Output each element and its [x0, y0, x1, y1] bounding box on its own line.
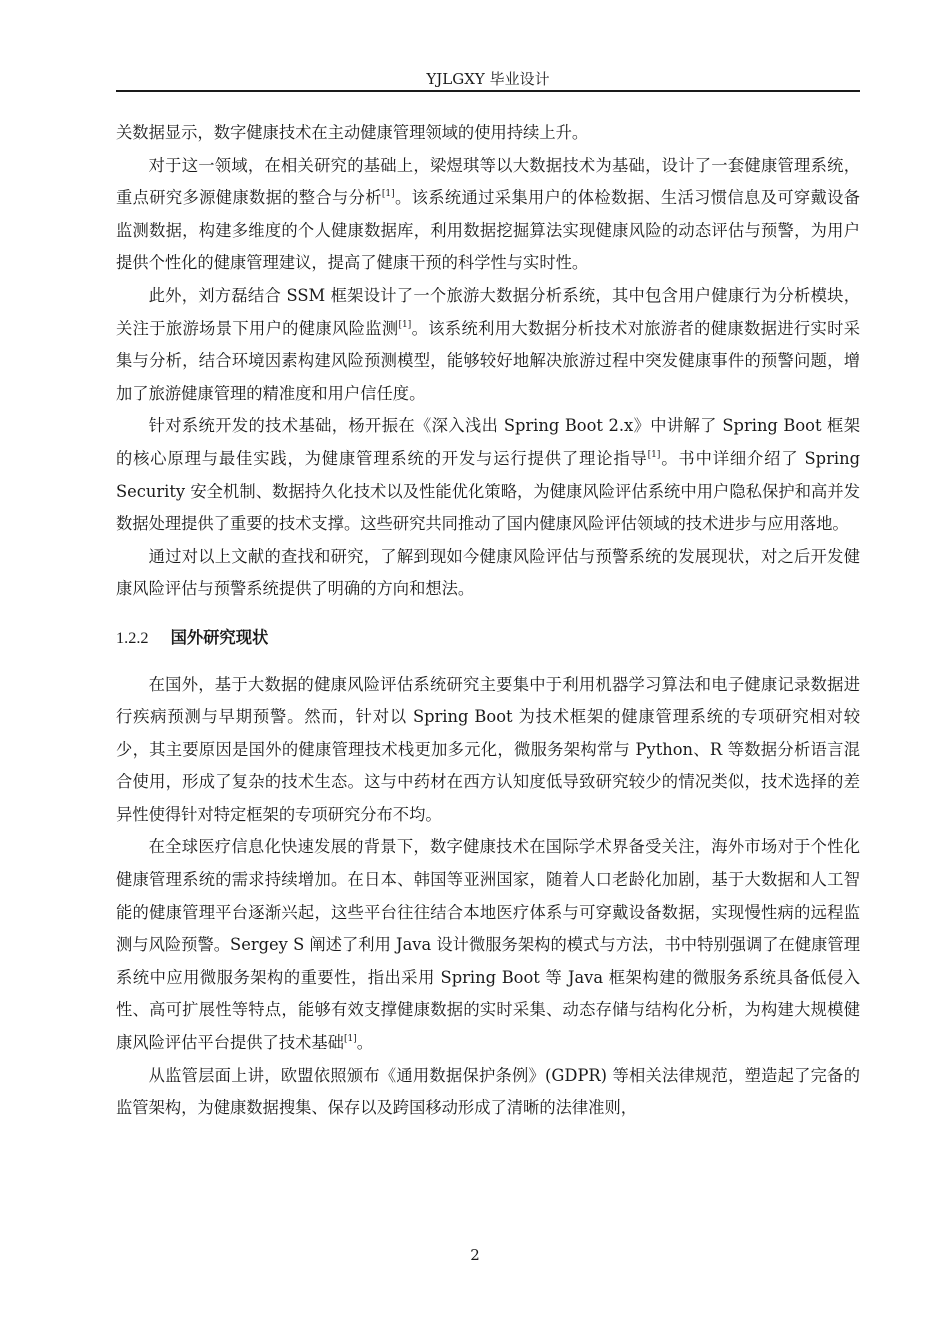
paragraph [116, 1060, 860, 1125]
section-heading [116, 622, 860, 655]
paragraph-text: 通过对以上文献的查找和研究，了解到现如今健康风险评估与预警系统的发展现状，对之后开发健康风险评估与预警系统提供了明确的方向和想法。 [116, 546, 860, 599]
paragraphs-before-section [116, 117, 860, 606]
paragraph [116, 410, 860, 540]
paragraph [116, 280, 860, 410]
citation-ref: [1] [381, 189, 395, 200]
paragraphs-after-section [116, 669, 860, 1125]
citation-ref: [1] [647, 449, 661, 460]
section-title: 国外研究现状 [170, 627, 269, 647]
page-header: YJLGXY 毕业设计 [426, 70, 550, 88]
paragraph-text: 在国外，基于大数据的健康风险评估系统研究主要集中于利用机器学习算法和电子健康记录数据进行疾病预测与早期预警。然而，针对以 Spring Boot 为技术框架的健康管理系统的专项研究相对较少，其主要原因是国外的健康管理技术栈更加多元化，微服务架构常与 Python、R 等数据分析语言混合使用，形成了复杂的技术生态。这与中药材在西方认知度低导致研究较少的情况类似，技术选择的差异性使得针对特定框架的专项研究分布不均。 [116, 674, 860, 824]
citation-ref: [1] [398, 319, 412, 330]
paragraph [116, 831, 860, 1059]
section-number: 1.2.2 [116, 627, 149, 647]
paragraph-text: 关数据显示，数字健康技术在主动健康管理领域的使用持续上升。 [116, 123, 589, 142]
paragraph-text: 对于这一领域，在相关研究的基础上，梁煜琪等以大数据技术为基础，设计了一套健康管理系统，重点研究多源健康数据的整合与分析 [116, 155, 860, 208]
citation-ref: [1] [343, 1034, 357, 1045]
paragraph [116, 541, 860, 606]
header-divider [116, 90, 860, 92]
paragraph-text: 针对系统开发的技术基础，杨开振在《深入浅出 Spring Boot 2.x》中讲解了 Spring Boot 框架的核心原理与最佳实践，为健康管理系统的开发与运行提供了理论指导 [116, 416, 860, 468]
paragraph-text: 。 [356, 1033, 373, 1053]
paragraph [116, 669, 860, 832]
paragraph-text: 。书中详细介绍了 Spring Security 安全机制、数据持久化技术以及性能优化策略，为健康风险评估系统中用户隐私保护和高并发数据处理提供了重要的技术支撑。这些研究共同推动了国内健康风险评估领域的技术进步与应用落地。 [116, 448, 860, 534]
paragraph [116, 117, 860, 150]
document-body [116, 117, 860, 1125]
page-number: 2 [470, 1246, 480, 1264]
paragraph-text: 在全球医疗信息化快速发展的背景下，数字健康技术在国际学术界备受关注，海外市场对于个性化健康管理系统的需求持续增加。在日本、韩国等亚洲国家，随着人口老龄化加剧，基于大数据和人工智能的健康管理平台逐渐兴起，这些平台往往结合本地医疗体系与可穿戴设备数据，实现慢性病的远程监测与风险预警。Sergey S 阐述了利用 Java 设计微服务架构的模式与方法，书中特别强调了在健康管理系统中应用微服务架构的重要性，指出采用 Spring Boot 等 Java 框架构建的微服务系统具备低侵入性、高可扩展性等特点，能够有效支撑健康数据的实时采集、动态存储与结构化分析，为构建大规模健康风险评估平台提供了技术基础 [116, 837, 860, 1053]
paragraph [116, 150, 860, 280]
paragraph-text: 从监管层面上讲，欧盟依照颁布《通用数据保护条例》(GDPR) 等相关法律规范，塑造起了完备的监管架构，为健康数据搜集、保存以及跨国移动形成了清晰的法律准则， [116, 1065, 860, 1118]
paragraph-text: 。该系统利用大数据分析技术对旅游者的健康数据进行实时采集与分析，结合环境因素构建风险预测模型，能够较好地解决旅游过程中突发健康事件的预警问题，增加了旅游健康管理的精准度和用户信任度。 [116, 318, 860, 403]
paragraph-text: 此外，刘方磊结合 SSM 框架设计了一个旅游大数据分析系统，其中包含用户健康行为分析模块，关注于旅游场景下用户的健康风险监测 [116, 285, 860, 338]
paragraph-text: 。该系统通过采集用户的体检数据、生活习惯信息及可穿戴设备监测数据，构建多维度的个人健康数据库，利用数据挖掘算法实现健康风险的动态评估与预警，为用户提供个性化的健康管理建议，提高了健康干预的科学性与实时性。 [116, 188, 860, 273]
